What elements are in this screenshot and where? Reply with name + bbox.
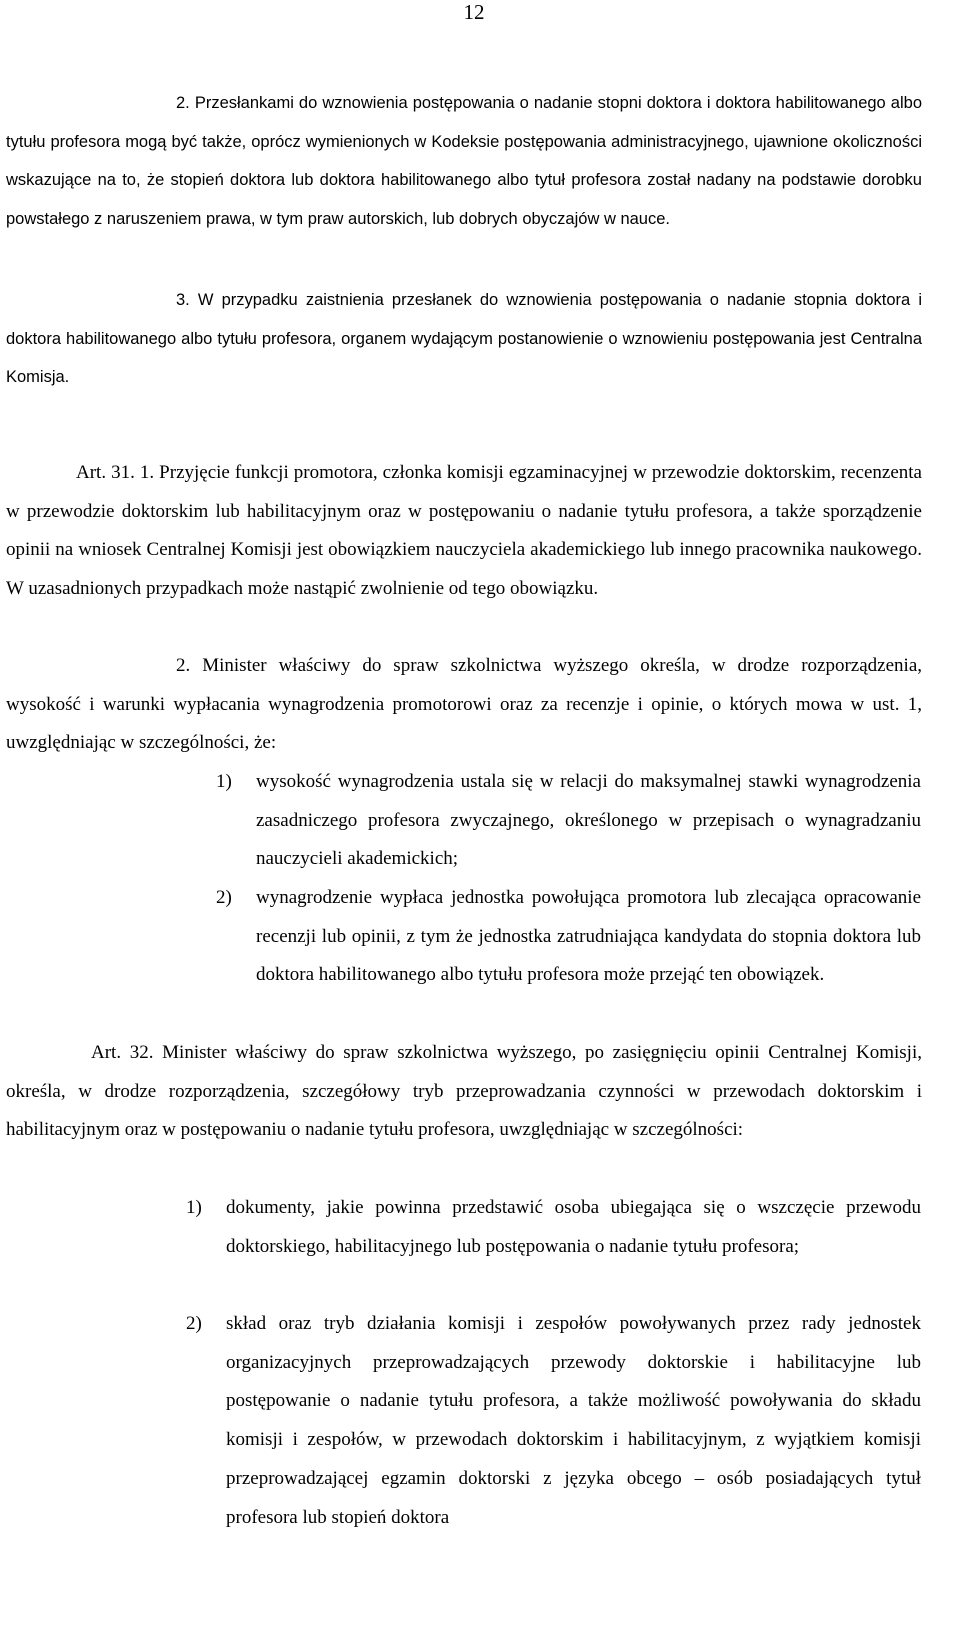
list-item-text: wynagrodzenie wypłaca jednostka powołująca promotora lub zlecająca opracowanie recenzji lub opinii, z tym że jednostka zatrudniająca kandydata do stopnia doktora lub doktora habilitowanego albo tytułu profesora może przejąć ten obowiązek. xyxy=(256,887,921,986)
list-number: 1) xyxy=(186,1197,202,1218)
list-item-text: wysokość wynagrodzenia ustala się w relacji do maksymalnej stawki wynagrodzenia zasadniczego profesora zwyczajnego, określonego w przepisach o wynagradzaniu nauczycieli akademickich; xyxy=(256,771,921,870)
paragraph-art31-ust2 xyxy=(6,647,922,763)
paragraph-art32-text: Art. 32. Minister właściwy do spraw szkolnictwa wyższego, po zasięgnięciu opinii Centralnej Komisji, określa, w drodze rozporządzenia, szczegółowy tryb przeprowadzania czynności w przewodach doktorskim i habilitacyjnym oraz w postępowaniu o nadanie tytułu profesora, uwzględniając w szczególności: xyxy=(6,1042,922,1141)
paragraph-art31-ust2-text: 2. Minister właściwy do spraw szkolnictwa wyższego określa, w drodze rozporządzenia, wysokość i warunki wypłacania wynagrodzenia promotorowi oraz za recenzje i opinie, o których mowa w ust. 1, uwzględniając w szczególności, że: xyxy=(6,655,922,754)
list-number: 2) xyxy=(216,887,232,908)
list-number: 1) xyxy=(216,771,232,792)
paragraph-art30-ust3-text: 3. W przypadku zaistnienia przesłanek do wznowienia postępowania o nadanie stopnia doktora i doktora habilitowanego albo tytułu profesora, organem wydającym postanowienie o wznowieniu postępowania jest Centralna Komisja. xyxy=(6,291,922,386)
paragraph-art30-ust3 xyxy=(6,281,922,397)
paragraph-art31-ust1 xyxy=(6,454,922,609)
list-item-text: dokumenty, jakie powinna przedstawić osoba ubiegająca się o wszczęcie przewodu doktorskiego, habilitacyjnego lub postępowania o nadanie tytułu profesora; xyxy=(226,1197,921,1257)
art31-list-item-2 xyxy=(216,879,921,995)
paragraph-art32 xyxy=(6,1034,922,1150)
art32-list-item-1 xyxy=(186,1189,921,1266)
list-number: 2) xyxy=(186,1313,202,1334)
paragraph-art30-ust2-text: 2. Przesłankami do wznowienia postępowania o nadanie stopni doktora i doktora habilitowanego albo tytułu profesora mogą być także, oprócz wymienionych w Kodeksie postępowania administracyjnego, ujawnione okoliczności wskazujące na to, że stopień doktora lub doktora habilitowanego albo tytuł profesora został nadany na podstawie dorobku powstałego z naruszeniem prawa, w tym praw autorskich, lub dobrych obyczajów w nauce. xyxy=(6,94,922,228)
list-item-text: skład oraz tryb działania komisji i zespołów powoływanych przez rady jednostek organizacyjnych przeprowadzających przewody doktorskie i habilitacyjne lub postępowanie o nadanie tytułu profesora, a także możliwość powoływania do składu komisji i zespołów, w przewodach doktorskim i habilitacyjnym, z wyjątkiem komisji przeprowadzającej egzamin doktorski z języka obcego – osób posiadających tytuł profesora lub stopień doktora xyxy=(226,1313,921,1528)
paragraph-art31-ust1-text: Art. 31. 1. Przyjęcie funkcji promotora, członka komisji egzaminacyjnej w przewodzie doktorskim, recenzenta w przewodzie doktorskim lub habilitacyjnym oraz w postępowaniu o nadanie tytułu profesora, a także sporządzenie opinii na wniosek Centralnej Komisji jest obowiązkiem nauczyciela akademickiego lub innego pracownika naukowego. W uzasadnionych przypadkach może nastąpić zwolnienie od tego obowiązku. xyxy=(6,462,922,600)
art32-list-item-2 xyxy=(186,1305,921,1537)
art31-list-item-1 xyxy=(216,763,921,879)
page-number: 12 xyxy=(463,0,485,24)
paragraph-art30-ust2 xyxy=(6,84,922,238)
